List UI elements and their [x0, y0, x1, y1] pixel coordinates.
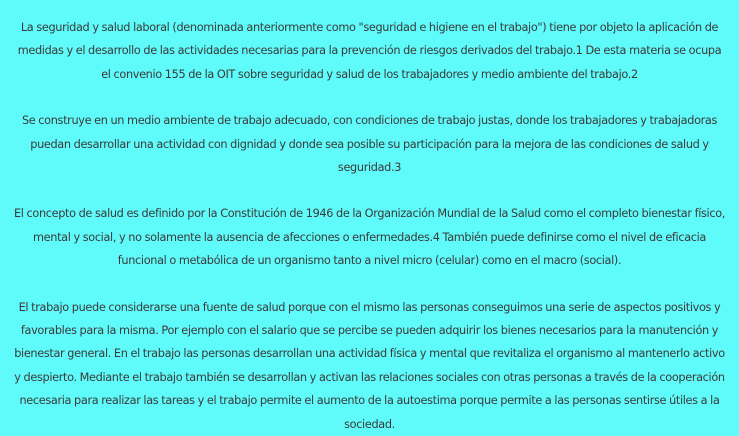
paragraph-health-concept: El concepto de salud es definido por la Constitución de 1946 de la Organización Mundial de la Salud como el completo bienestar físico, mental y social, y no solamente la ausencia de afecciones o enfermedades.4 También puede definirse como el nivel de eficacia funcional o metabólica de un organismo tanto a nivel micro (celular) como en el macro (social).: [14, 207, 725, 268]
paragraph-work-environment: Se construye en un medio ambiente de trabajo adecuado, con condiciones de trabajo justas, donde los trabajadores y trabajadoras puedan desarrollar una actividad con dignidad y donde sea posible su participación para la mejora de las condiciones de salud y seguridad.3: [21, 114, 718, 175]
paragraph-work-as-health-source: El trabajo puede considerarse una fuente de salud porque con el mismo las personas conseguimos una serie de aspectos positivos y favorables para la misma. Por ejemplo con el salario que se percibe se pueden adquirir los bienes necesarios para la manutención y bienestar general. En el trabajo las personas desarrollan una actividad física y mental que revitaliza el organismo al mantenerlo activo y despierto. Mediante el trabajo también se desarrollan y activan las relaciones sociales con otras personas a través de la cooperación necesaria para realizar las tareas y el trabajo permite el aumento de la autoestima porque permite a las personas sentirse útiles a la sociedad.: [14, 300, 725, 431]
paragraph-occupational-safety: La seguridad y salud laboral (denominada anteriormente como "seguridad e higiene en el trabajo") tiene por objeto la aplicación de medidas y el desarrollo de las actividades necesarias para la prevención de riesgos derivados del trabajo.1 De esta materia se ocupa el convenio 155 de la OIT sobre seguridad y salud de los trabajadores y medio ambiente del trabajo.2: [17, 21, 722, 81]
